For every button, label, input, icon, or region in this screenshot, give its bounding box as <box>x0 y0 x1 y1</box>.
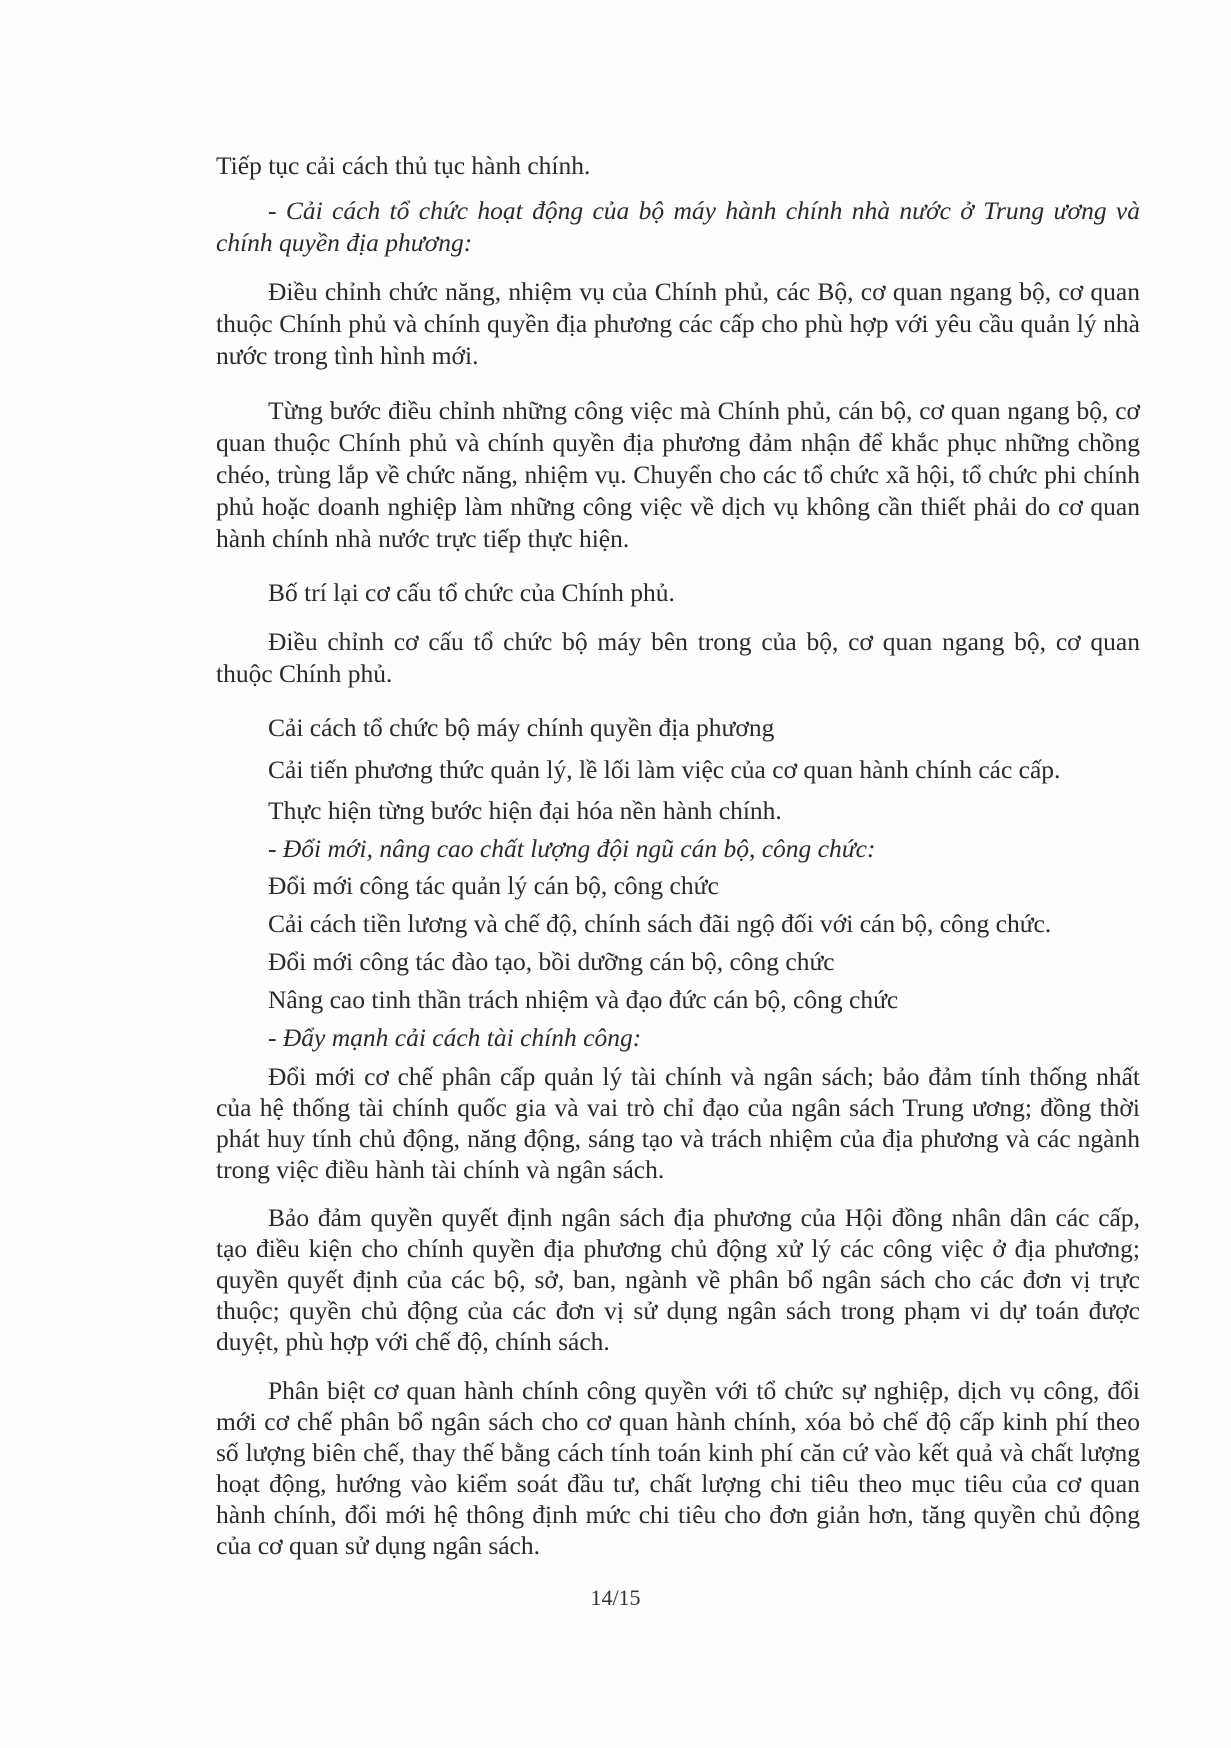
paragraph-continue-admin-procedure-reform: Tiếp tục cải cách thủ tục hành chính. <box>216 151 591 180</box>
paragraph-rearrange-government-structure: Bố trí lại cơ cấu tổ chức của Chính phủ. <box>268 578 675 607</box>
heading-civil-servant-quality: - Đổi mới, nâng cao chất lượng đội ngũ cán bộ, công chức: <box>268 834 876 863</box>
paragraph-modernize-administration: Thực hiện từng bước hiện đại hóa nền hành chính. <box>268 796 782 825</box>
heading-admin-apparatus-reform: - Cải cách tổ chức hoạt động của bộ máy hành chính nhà nước ở Trung ương và chính quyền địa phương: <box>216 196 1140 257</box>
paragraph-gradual-adjustment: Từng bước điều chỉnh những công việc mà Chính phủ, cán bộ, cơ quan ngang bộ, cơ quan thuộc Chính phủ và chính quyền địa phương đảm nhận để khắc phục những chồng chéo, trùng lắp về chức năng, nhiệm vụ. Chuyển cho các tổ chức xã hội, tổ chức phi chính phủ hoặc doanh nghiệp làm những công việc về dịch vụ không cần thiết phải do cơ quan hành chính nhà nước trực tiếp thực hiện. <box>216 396 1140 553</box>
heading-public-finance-reform: - Đẩy mạnh cải cách tài chính công: <box>268 1023 642 1052</box>
paragraph-renew-staff-management: Đổi mới công tác quản lý cán bộ, công chức <box>268 871 719 900</box>
paragraph-budget-decentralization: Đổi mới cơ chế phân cấp quản lý tài chính và ngân sách; bảo đảm tính thống nhất của hệ thống tài chính quốc gia và vai trò chỉ đạo của ngân sách Trung ương; đồng thời phát huy tính chủ động, năng động, sáng tạo và trách nhiệm của địa phương và các ngành trong việc điều hành tài chính và ngân sách. <box>216 1062 1140 1184</box>
paragraph-training-renewal: Đổi mới công tác đào tạo, bồi dưỡng cán bộ, công chức <box>268 947 835 976</box>
paragraph-distinguish-public-agencies: Phân biệt cơ quan hành chính công quyền với tổ chức sự nghiệp, dịch vụ công, đổi mới cơ chế phân bổ ngân sách cho cơ quan hành chính, xóa bỏ chế độ cấp kinh phí theo số lượng biên chế, thay thế bằng cách tính toán kinh phí căn cứ vào kết quả và chất lượng hoạt động, hướng vào kiểm soát đầu tư, chất lượng chi tiêu theo mục tiêu của cơ quan hành chính, đổi mới hệ thông định mức chi tiêu cho đơn giản hơn, tăng quyền chủ động của cơ quan sử dụng ngân sách. <box>216 1376 1140 1560</box>
paragraph-local-budget-authority: Bảo đảm quyền quyết định ngân sách địa phương của Hội đồng nhân dân các cấp, tạo điều kiện cho chính quyền địa phương chủ động xử lý các công việc ở địa phương; quyền quyết định của các bộ, sở, ban, ngành về phân bổ ngân sách cho các đơn vị trực thuộc; quyền chủ động của các đơn vị sử dụng ngân sách trong phạm vi dự toán được duyệt, phù hợp với chế độ, chính sách. <box>216 1203 1140 1356</box>
paragraph-local-government-reform: Cải cách tổ chức bộ máy chính quyền địa phương <box>268 713 775 742</box>
paragraph-improve-management-methods: Cải tiến phương thức quản lý, lề lối làm việc của cơ quan hành chính các cấp. <box>268 755 1061 784</box>
page-number: 14/15 <box>590 1585 641 1610</box>
paragraph-adjust-internal-structure: Điều chỉnh cơ cấu tổ chức bộ máy bên trong của bộ, cơ quan ngang bộ, cơ quan thuộc Chính phủ. <box>216 627 1140 688</box>
document-body <box>216 150 1140 1561</box>
paragraph-responsibility-ethics: Nâng cao tinh thần trách nhiệm và đạo đức cán bộ, công chức <box>268 985 899 1014</box>
paragraph-adjust-functions: Điều chỉnh chức năng, nhiệm vụ của Chính phủ, các Bộ, cơ quan ngang bộ, cơ quan thuộc Chính phủ và chính quyền địa phương các cấp cho phù hợp với yêu cầu quản lý nhà nước trong tình hình mới. <box>216 277 1140 370</box>
paragraph-salary-reform: Cải cách tiền lương và chế độ, chính sách đãi ngộ đối với cán bộ, công chức. <box>268 909 1052 938</box>
